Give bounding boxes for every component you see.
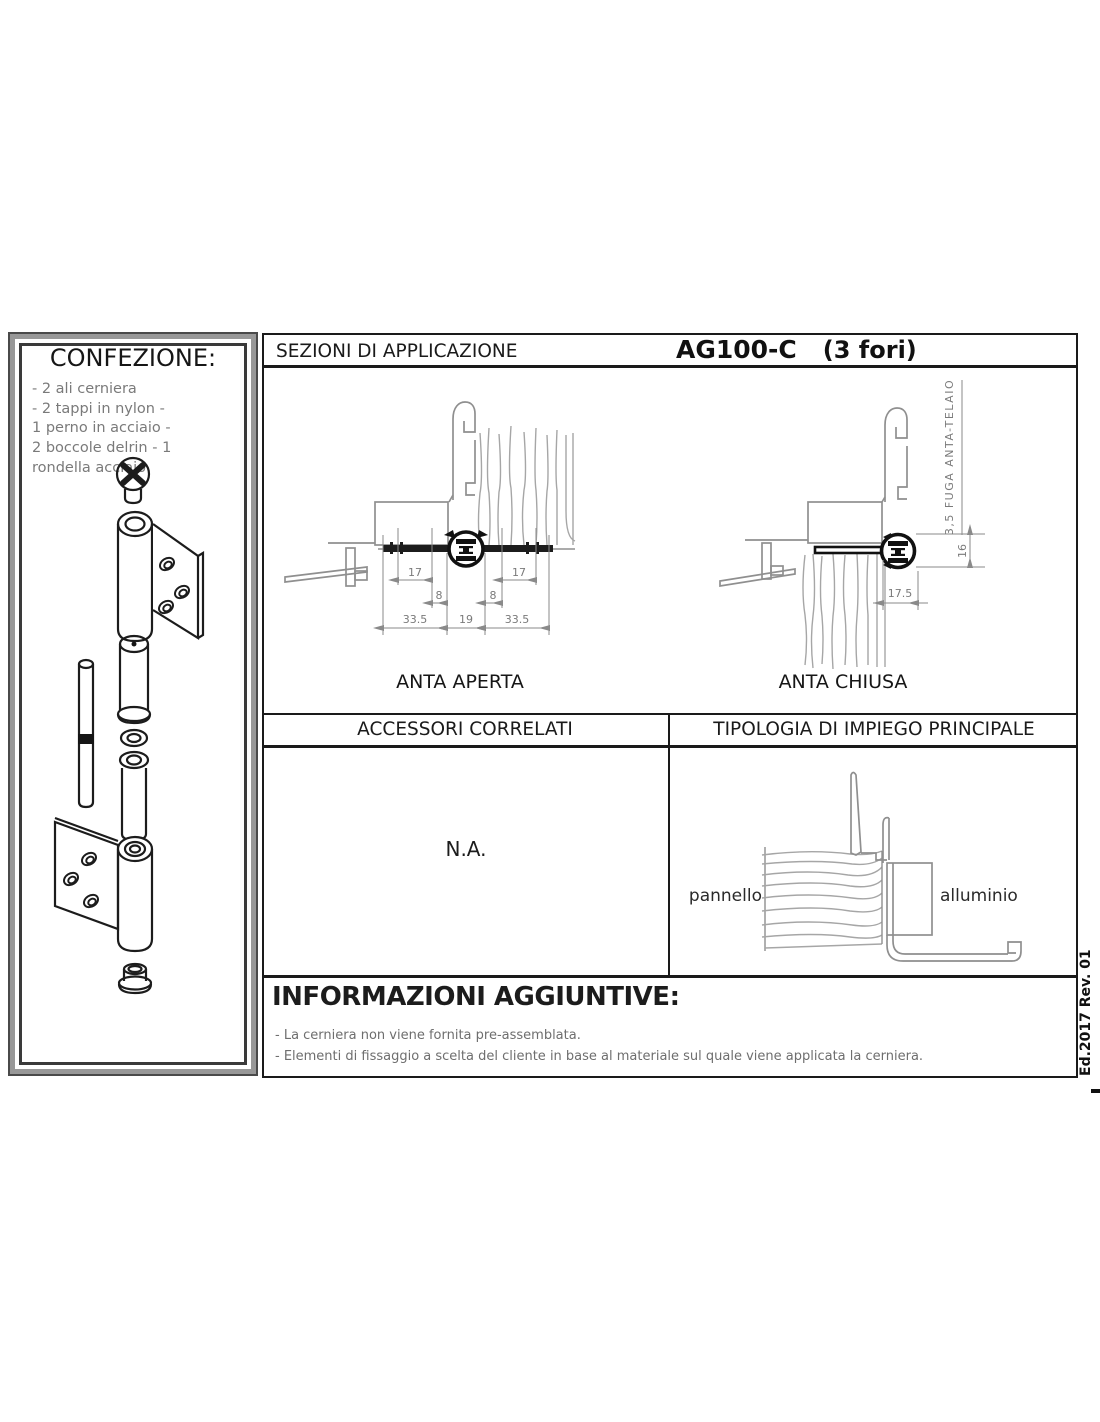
divider xyxy=(264,713,1076,715)
product-code: AG100-C xyxy=(676,335,797,364)
alluminio-label: alluminio xyxy=(940,886,1018,906)
anta-aperta-drawing xyxy=(283,395,643,645)
informazioni-note: - Elementi di fissaggio a scelta del cliente in base al materiale sul quale viene applicata la cerniera. xyxy=(275,1048,924,1064)
confezione-line: rondella acciaio xyxy=(32,459,147,476)
pannello-label: pannello xyxy=(688,886,762,906)
wood-panel xyxy=(762,847,882,951)
hinge-cross-section xyxy=(815,533,915,569)
svg-text:8: 8 xyxy=(489,589,497,602)
divider xyxy=(264,745,1076,748)
steel-pin-icon xyxy=(78,660,94,807)
informazioni-note: - La cerniera non viene fornita pre-assemblata. xyxy=(275,1028,581,1043)
informazioni-notes xyxy=(275,1026,923,1068)
svg-text:17.5: 17.5 xyxy=(887,587,913,600)
accessori-header: ACCESSORI CORRELATI xyxy=(357,719,573,740)
svg-text:33.5: 33.5 xyxy=(402,613,428,626)
dimension-labels xyxy=(403,566,530,626)
hinge-cross-section xyxy=(378,530,575,566)
nylon-cap-icon xyxy=(119,964,151,993)
informazioni-title: INFORMAZIONI AGGIUNTIVE: xyxy=(272,982,680,1012)
confezione-line: - 2 tappi in nylon - xyxy=(32,400,165,417)
divider xyxy=(264,365,1076,368)
confezione-title: CONFEZIONE: xyxy=(49,344,217,372)
svg-text:17: 17 xyxy=(512,566,526,579)
corner-mark xyxy=(1091,1089,1100,1093)
bushing-washers-icon xyxy=(118,636,150,840)
svg-text:3,5 FUGA ANTA-TELAIO: 3,5 FUGA ANTA-TELAIO xyxy=(943,378,956,536)
wood-panel xyxy=(479,426,576,545)
anta-chiusa-drawing xyxy=(700,375,1000,645)
confezione-line: 1 perno in acciaio - xyxy=(32,420,171,437)
product-code-heading xyxy=(676,335,917,364)
hinge-wing-upper xyxy=(118,512,203,641)
aluminium-door-profile xyxy=(851,773,1021,962)
exploded-hinge-drawing xyxy=(22,452,246,1066)
svg-text:16: 16 xyxy=(956,544,969,558)
dimension-lines xyxy=(873,380,985,610)
svg-text:33.5: 33.5 xyxy=(504,613,530,626)
anta-aperta-label: ANTA APERTA xyxy=(396,671,524,693)
edition-revision-label: Ed.2017 Rev. 01 xyxy=(1078,949,1094,1076)
tipologia-header: TIPOLOGIA DI IMPIEGO PRINCIPALE xyxy=(713,719,1035,740)
tipologia-drawing xyxy=(690,765,1040,970)
confezione-line: 2 boccole delrin - 1 xyxy=(32,440,172,457)
svg-text:17: 17 xyxy=(408,566,422,579)
accessori-value: N.A. xyxy=(445,837,487,861)
confezione-line: - 2 ali cerniera xyxy=(32,381,137,397)
divider xyxy=(668,713,670,975)
hinge-wing-lower xyxy=(55,818,152,951)
divider xyxy=(264,975,1076,978)
svg-text:8: 8 xyxy=(435,589,443,602)
screw-cap-icon xyxy=(117,458,149,503)
holes-count: (3 fori) xyxy=(822,336,917,364)
svg-text:19: 19 xyxy=(459,613,473,626)
anta-chiusa-label: ANTA CHIUSA xyxy=(778,671,908,693)
section-title: SEZIONI DI APPLICAZIONE xyxy=(276,341,518,362)
